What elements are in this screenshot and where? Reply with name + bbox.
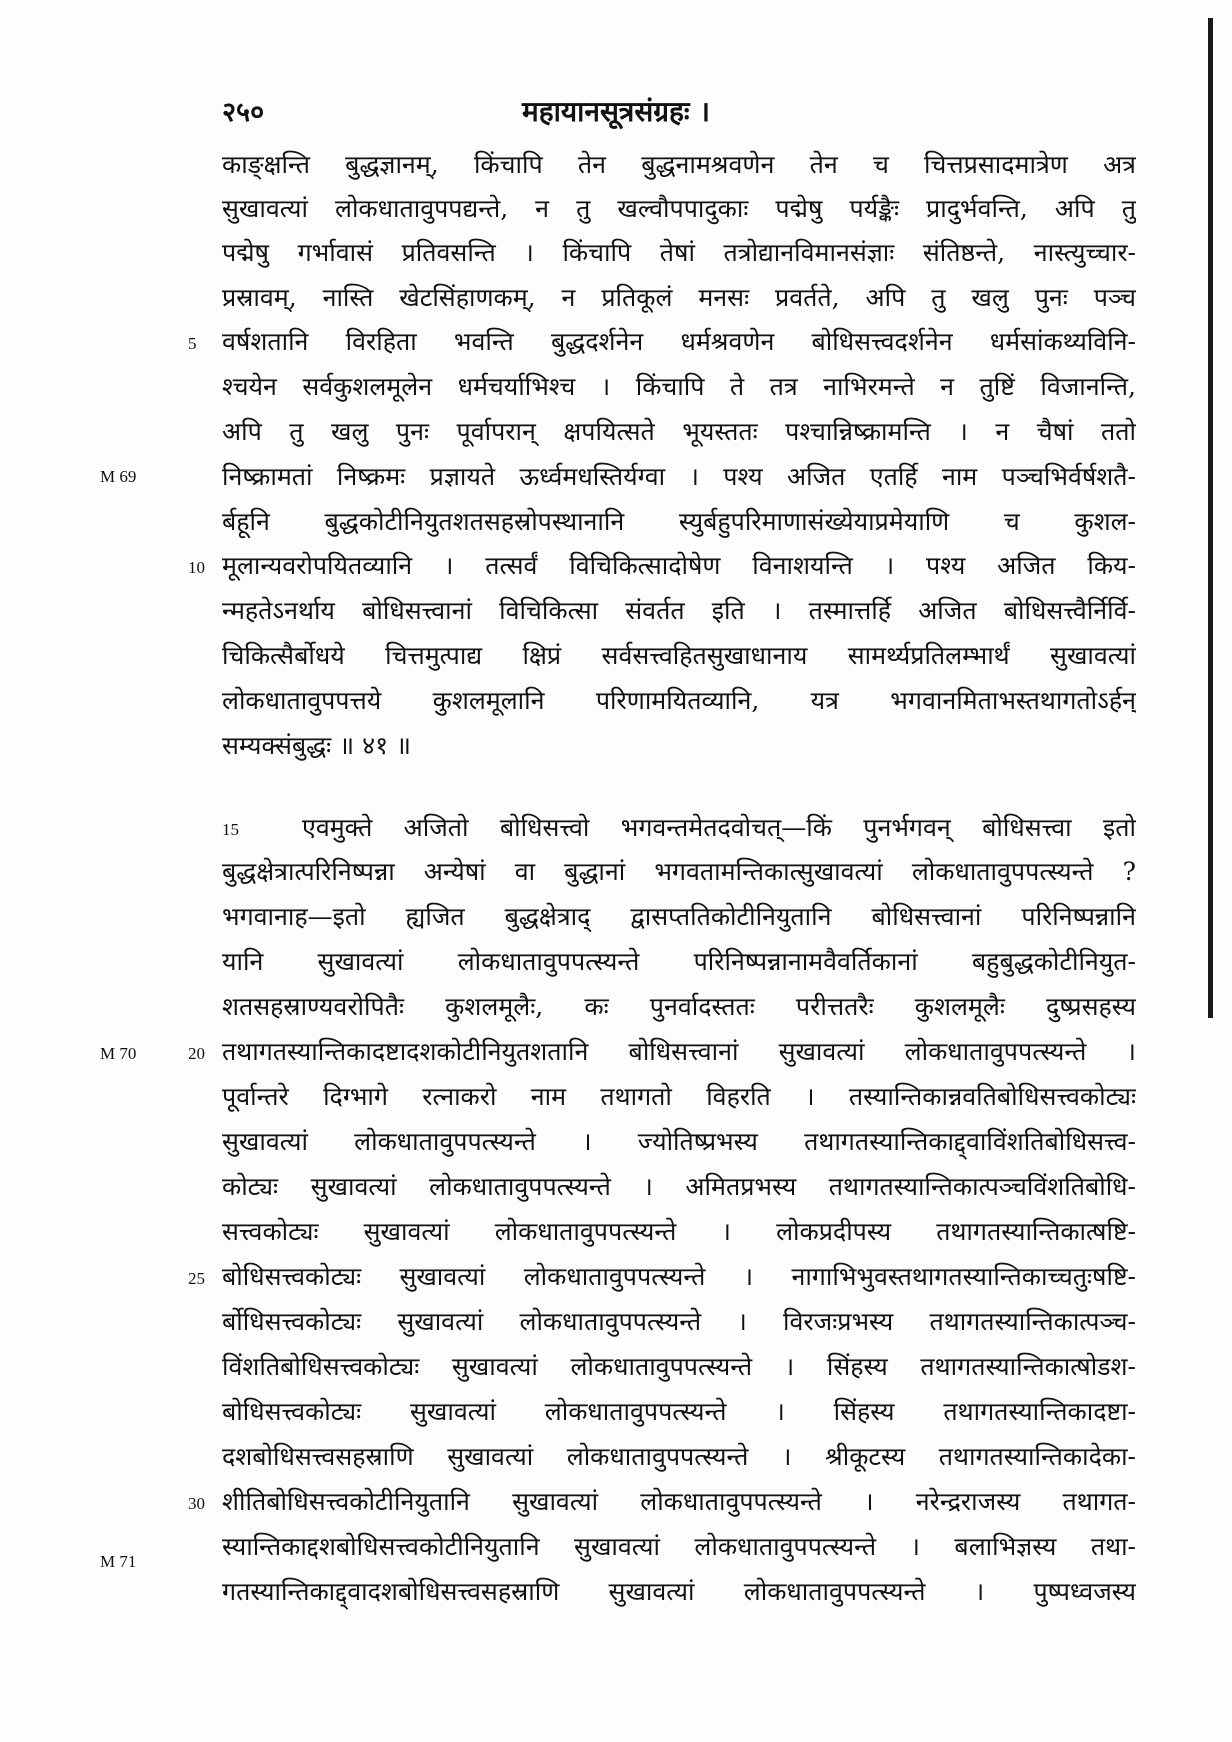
text-line: कोट्यः सुखावत्यां लोकधातावुपपत्स्यन्ते । अमितप्रभस्य तथागतस्यान्तिकात्पञ्चविंशतिबोधि- bbox=[222, 1172, 1136, 1201]
text-line: बोधिसत्त्वकोट्यः सुखावत्यां लोकधातावुपपत्स्यन्ते । नागाभिभुवस्तथागतस्यान्तिकाच्चतुःषष्टि- bbox=[222, 1262, 1136, 1291]
line-number: 30 bbox=[188, 1494, 205, 1513]
line-number: 10 bbox=[188, 558, 205, 577]
text-line: विंशतिबोधिसत्त्वकोट्यः सुखावत्यां लोकधातावुपपत्स्यन्ते । सिंहस्य तथागतस्यान्तिकात्षोडश- bbox=[222, 1352, 1136, 1381]
text-line: अपि तु खलु पुनः पूर्वापरान् क्षपयित्सते भूयस्ततः पश्चान्निष्क्रामन्ति । न चैषां ततो bbox=[222, 417, 1136, 446]
text-line: भगवानाह—इतो ह्यजित बुद्धक्षेत्राद् द्वासप्ततिकोटीनियुतानि बोधिसत्त्वानां परिनिष्पन्नानि bbox=[222, 902, 1136, 931]
margin-reference: M 70 bbox=[100, 1044, 137, 1063]
text-line: र्बहूनि बुद्धकोटीनियुतशतसहस्रोपस्थानानि स्युर्बहुपरिमाणासंख्येयाप्रमेयाणि च कुशल- bbox=[222, 507, 1136, 536]
binding-edge-rule bbox=[1208, 18, 1213, 1018]
text-line: श्चयेन सर्वकुशलमूलेन धर्मचर्याभिश्च । किंचापि ते तत्र नाभिरमन्ते न तुष्टिं विजानन्ति, bbox=[222, 372, 1136, 401]
text-line: र्बोधिसत्त्वकोट्यः सुखावत्यां लोकधातावुपपत्स्यन्ते । विरजःप्रभस्य तथागतस्यान्तिकात्पञ्च- bbox=[222, 1307, 1136, 1336]
text-line: एवमुक्ते अजितो बोधिसत्त्वो भगवन्तमेतदवोचत्—किं पुनर्भगवन् बोधिसत्त्वा इतो bbox=[302, 813, 1136, 842]
text-line: सत्त्वकोट्यः सुखावत्यां लोकधातावुपपत्स्यन्ते । लोकप्रदीपस्य तथागतस्यान्तिकात्षष्टि- bbox=[222, 1217, 1136, 1246]
text-line: काङ्क्षन्ति बुद्धज्ञानम्, किंचापि तेन बुद्धनामश्रवणेन तेन च चित्तप्रसादमात्रेण अत्र bbox=[222, 150, 1136, 179]
text-line: स्यान्तिकाद्दशबोधिसत्त्वकोटीनियुतानि सुखावत्यां लोकधातावुपपत्स्यन्ते । बलाभिज्ञस्य तथा- bbox=[222, 1532, 1136, 1561]
text-line: गतस्यान्तिकाद्द्वादशबोधिसत्त्वसहस्राणि सुखावत्यां लोकधातावुपपत्स्यन्ते । पुष्पध्वजस्य bbox=[222, 1577, 1136, 1606]
text-line: सुखावत्यां लोकधातावुपपत्स्यन्ते । ज्योतिष्प्रभस्य तथागतस्यान्तिकाद्द्वाविंशतिबोधिसत्त्व- bbox=[222, 1127, 1136, 1156]
text-line: बोधिसत्त्वकोट्यः सुखावत्यां लोकधातावुपपत्स्यन्ते । सिंहस्य तथागतस्यान्तिकादष्टा- bbox=[222, 1397, 1136, 1426]
text-line: चिकित्सैर्बोधये चित्तमुत्पाद्य क्षिप्रं सर्वसत्त्वहितसुखाधानाय सामर्थ्यप्रतिलम्भार्थं सुखावत्यां bbox=[222, 641, 1136, 670]
text-line: न्महतेऽनर्थाय बोधिसत्त्वानां विचिकित्सा संवर्तत इति । तस्मात्तर्हि अजित बोधिसत्त्वैर्निर्वि- bbox=[222, 596, 1136, 625]
text-line: बुद्धक्षेत्रात्परिनिष्पन्ना अन्येषां वा बुद्धानां भगवतामन्तिकात्सुखावत्यां लोकधातावुपपत्स्यन्ते ? bbox=[222, 857, 1136, 886]
margin-reference: M 71 bbox=[100, 1552, 137, 1571]
text-line: पद्मेषु गर्भावासं प्रतिवसन्ति । किंचापि तेषां तत्रोद्यानविमानसंज्ञाः संतिष्ठन्ते, नास्त्युच्चार- bbox=[222, 238, 1136, 267]
page-number: २५० bbox=[222, 97, 265, 128]
text-line: सुखावत्यां लोकधातावुपपद्यन्ते, न तु खल्वौपपादुकाः पद्मेषु पर्यङ्कैः प्रादुर्भवन्ति, अपि तु bbox=[222, 194, 1136, 223]
text-line: पूर्वान्तरे दिग्भागे रत्नाकरो नाम तथागतो विहरति । तस्यान्तिकान्नवतिबोधिसत्त्वकोट्यः bbox=[222, 1082, 1136, 1111]
margin-reference: M 69 bbox=[100, 467, 137, 486]
text-line: शीतिबोधिसत्त्वकोटीनियुतानि सुखावत्यां लोकधातावुपपत्स्यन्ते । नरेन्द्रराजस्य तथागत- bbox=[222, 1487, 1136, 1516]
text-line: सम्यक्संबुद्धः ॥ ४१ ॥ bbox=[222, 731, 411, 760]
text-line: निष्क्रामतां निष्क्रमः प्रज्ञायते ऊर्ध्वमधस्तिर्यग्वा । पश्य अजित एतर्हि नाम पञ्चभिर्वर्षशतै- bbox=[222, 462, 1136, 491]
line-number: 20 bbox=[188, 1044, 205, 1063]
line-number: 5 bbox=[188, 334, 197, 353]
text-line: वर्षशतानि विरहिता भवन्ति बुद्धदर्शनेन धर्मश्रवणेन बोधिसत्त्वदर्शनेन धर्मसांकथ्यविनि- bbox=[222, 327, 1136, 356]
text-line: यानि सुखावत्यां लोकधातावुपपत्स्यन्ते परिनिष्पन्नानामवैवर्तिकानां बहुबुद्धकोटीनियुत- bbox=[222, 947, 1136, 976]
text-line: लोकधातावुपपत्तये कुशलमूलानि परिणामयितव्यानि, यत्र भगवानमिताभस्तथागतोऽर्हन् bbox=[222, 686, 1136, 715]
text-line: शतसहस्राण्यवरोपितैः कुशलमूलैः, कः पुनर्वादस्ततः परीत्ततरैः कुशलमूलैः दुष्प्रसहस्य bbox=[222, 992, 1136, 1021]
line-number: 25 bbox=[188, 1269, 205, 1288]
text-line: मूलान्यवरोपयितव्यानि । तत्सर्वं विचिकित्सादोषेण विनाशयन्ति । पश्य अजित किय- bbox=[222, 551, 1136, 580]
running-title: महायानसूत्रसंग्रहः । bbox=[522, 95, 710, 128]
text-line: तथागतस्यान्तिकादष्टादशकोटीनियुतशतानि बोधिसत्त्वानां सुखावत्यां लोकधातावुपपत्स्यन्ते । bbox=[222, 1037, 1136, 1066]
text-line: प्रस्रावम्, नास्ति खेटसिंहाणकम्, न प्रतिकूलं मनसः प्रवर्तते, अपि तु खलु पुनः पञ्च bbox=[222, 283, 1136, 312]
line-number: 15 bbox=[222, 820, 239, 839]
text-line: दशबोधिसत्त्वसहस्राणि सुखावत्यां लोकधातावुपपत्स्यन्ते । श्रीकूटस्य तथागतस्यान्तिकादेका- bbox=[222, 1442, 1136, 1471]
